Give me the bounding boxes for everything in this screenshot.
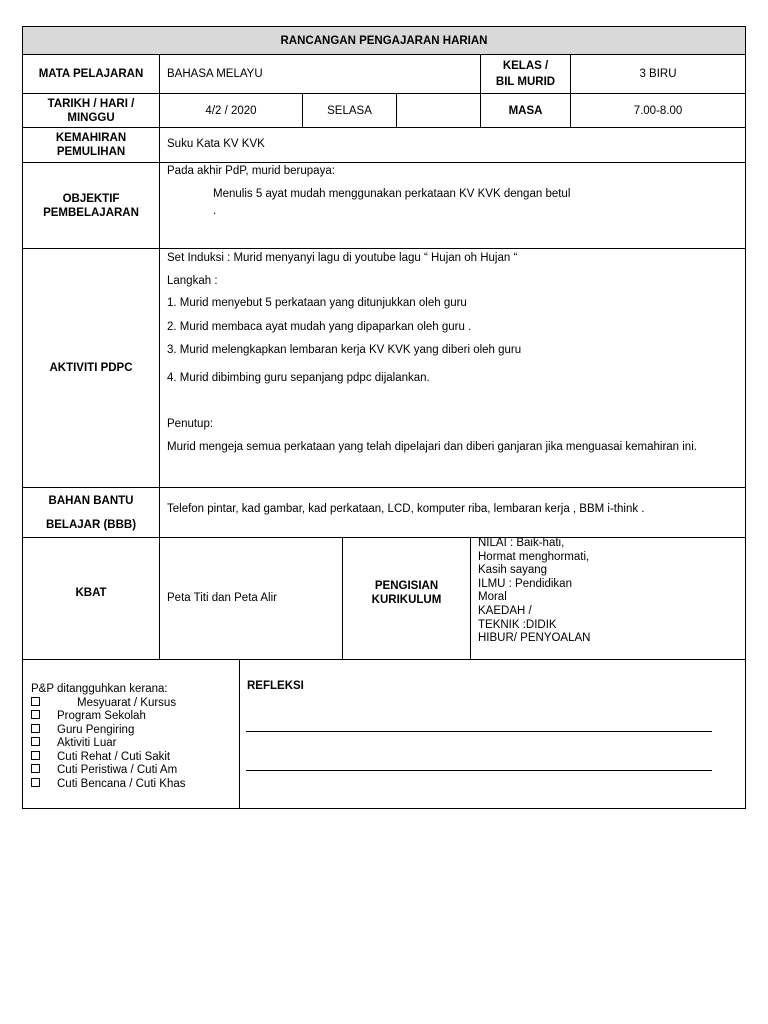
curriculum-line: Moral <box>478 591 507 604</box>
objective-text: Menulis 5 ayat mudah menggunakan perkataan KV KVK dengan betul <box>213 188 571 200</box>
reflection-label: REFLEKSI <box>247 680 304 692</box>
week-value <box>397 94 480 127</box>
kbat-value: Peta Titi dan Peta Alir <box>167 592 277 604</box>
activities-label: AKTIVITI PDPC <box>49 362 133 374</box>
postponed-option-label: Guru Pengiring <box>57 723 135 736</box>
date-label-line2: MINGGU <box>67 111 115 124</box>
postponed-option-label: Aktiviti Luar <box>57 737 117 749</box>
subject-value: BAHASA MELAYU <box>167 68 263 80</box>
class-label <box>481 55 570 93</box>
postponed-option[interactable] <box>31 764 236 778</box>
class-label-line2: BIL MURID <box>495 76 556 88</box>
steps-label: Langkah : <box>167 275 218 287</box>
date-label <box>23 94 159 127</box>
objective-label-line2: PEMBELAJARAN <box>43 206 139 219</box>
step-item: 2. Murid membaca ayat mudah yang dipaparkan oleh guru . <box>167 321 472 333</box>
curriculum-line: HIBUR/ PENYOALAN <box>478 632 591 645</box>
postponed-option[interactable] <box>31 697 236 711</box>
skill-label-line2: PEMULIHAN <box>56 146 126 158</box>
postponed-option-label: Cuti Peristiwa / Cuti Am <box>57 764 178 776</box>
curriculum-lines <box>478 537 740 646</box>
page-title: RANCANGAN PENGAJARAN HARIAN <box>280 34 488 47</box>
skill-label-line1: KEMAHIRAN <box>55 132 127 144</box>
day-value: SELASA <box>327 104 372 117</box>
curriculum-label <box>343 538 470 648</box>
postponed-option[interactable] <box>31 724 236 738</box>
checkbox-icon[interactable] <box>31 710 40 719</box>
date-label-line1: TARIKH / HARI / <box>47 97 135 110</box>
class-value: 3 BIRU <box>639 68 677 80</box>
curriculum-line: ILMU : Pendidikan <box>478 577 572 590</box>
skill-label <box>23 128 159 162</box>
rule <box>470 537 471 659</box>
kbat-label: KBAT <box>75 587 107 599</box>
rule <box>22 659 746 660</box>
curriculum-line: NILAI : Baik-hati, <box>478 537 565 549</box>
step-item: 3. Murid melengkapkan lembaran kerja KV KVK yang diberi oleh guru <box>167 344 522 356</box>
postponed-option[interactable] <box>31 751 236 765</box>
postponed-section <box>31 683 236 791</box>
date-value: 4/2 / 2020 <box>205 104 257 117</box>
curriculum-line: Kasih sayang <box>478 564 548 577</box>
objective-intro: Pada akhir PdP, murid berupaya: <box>167 165 335 177</box>
curriculum-line: TEKNIK :DIDIK <box>478 618 557 631</box>
time-label: MASA <box>508 104 543 117</box>
postponed-option-label: Cuti Rehat / Cuti Sakit <box>57 750 171 763</box>
postponed-option[interactable] <box>31 710 236 724</box>
subject-label: MATA PELAJARAN <box>38 68 144 80</box>
checkbox-icon[interactable] <box>31 764 40 773</box>
step-item: 1. Murid menyebut 5 perkataan yang ditunjukkan oleh guru <box>167 297 467 309</box>
time-value: 7.00-8.00 <box>633 104 683 117</box>
checkbox-icon[interactable] <box>31 737 40 746</box>
reflection-line[interactable] <box>246 731 712 732</box>
checkbox-icon[interactable] <box>31 751 40 760</box>
rule <box>239 659 240 809</box>
curriculum-label-line1: PENGISIAN <box>374 580 439 592</box>
postponed-option-label: Program Sekolah <box>57 710 146 722</box>
materials-label <box>23 488 159 537</box>
postponed-option[interactable] <box>31 737 236 751</box>
checkbox-icon[interactable] <box>31 724 40 733</box>
objective-dot: . <box>213 205 217 217</box>
closing-label: Penutup: <box>167 418 214 430</box>
checkbox-icon[interactable] <box>31 697 40 706</box>
objective-label <box>23 163 159 248</box>
postponed-option-label: Mesyuarat / Kursus <box>77 696 177 709</box>
postponed-option-label: Cuti Bencana / Cuti Khas <box>57 777 186 790</box>
curriculum-line: KAEDAH / <box>478 604 532 617</box>
step-item: 4. Murid dibimbing guru sepanjang pdpc dijalankan. <box>167 372 430 384</box>
class-label-line1: KELAS / <box>502 60 549 72</box>
curriculum-label-line2: KURIKULUM <box>371 594 442 606</box>
postponed-label: P&P ditangguhkan kerana: <box>31 683 168 695</box>
checkbox-icon[interactable] <box>31 778 40 787</box>
objective-label-line1: OBJEKTIF <box>62 192 120 205</box>
reflection-line[interactable] <box>246 770 712 771</box>
skill-value: Suku Kata KV KVK <box>167 138 265 150</box>
materials-label-line1: BAHAN BANTU <box>48 494 134 507</box>
closing-text: Murid mengeja semua perkataan yang telah dipelajari dan diberi ganjaran jika menguasai kemahiran ini. <box>167 441 697 453</box>
set-induction: Set Induksi : Murid menyanyi lagu di youtube lagu “ Hujan oh Hujan “ <box>167 252 518 264</box>
rule <box>159 54 160 659</box>
postponed-option[interactable] <box>31 778 236 792</box>
materials-label-line2: BELAJAR (BBB) <box>45 518 137 531</box>
curriculum-line: Hormat menghormati, <box>478 550 590 563</box>
materials-value: Telefon pintar, kad gambar, kad perkataan, LCD, komputer riba, lembaran kerja , BBM i-think . <box>167 503 645 515</box>
